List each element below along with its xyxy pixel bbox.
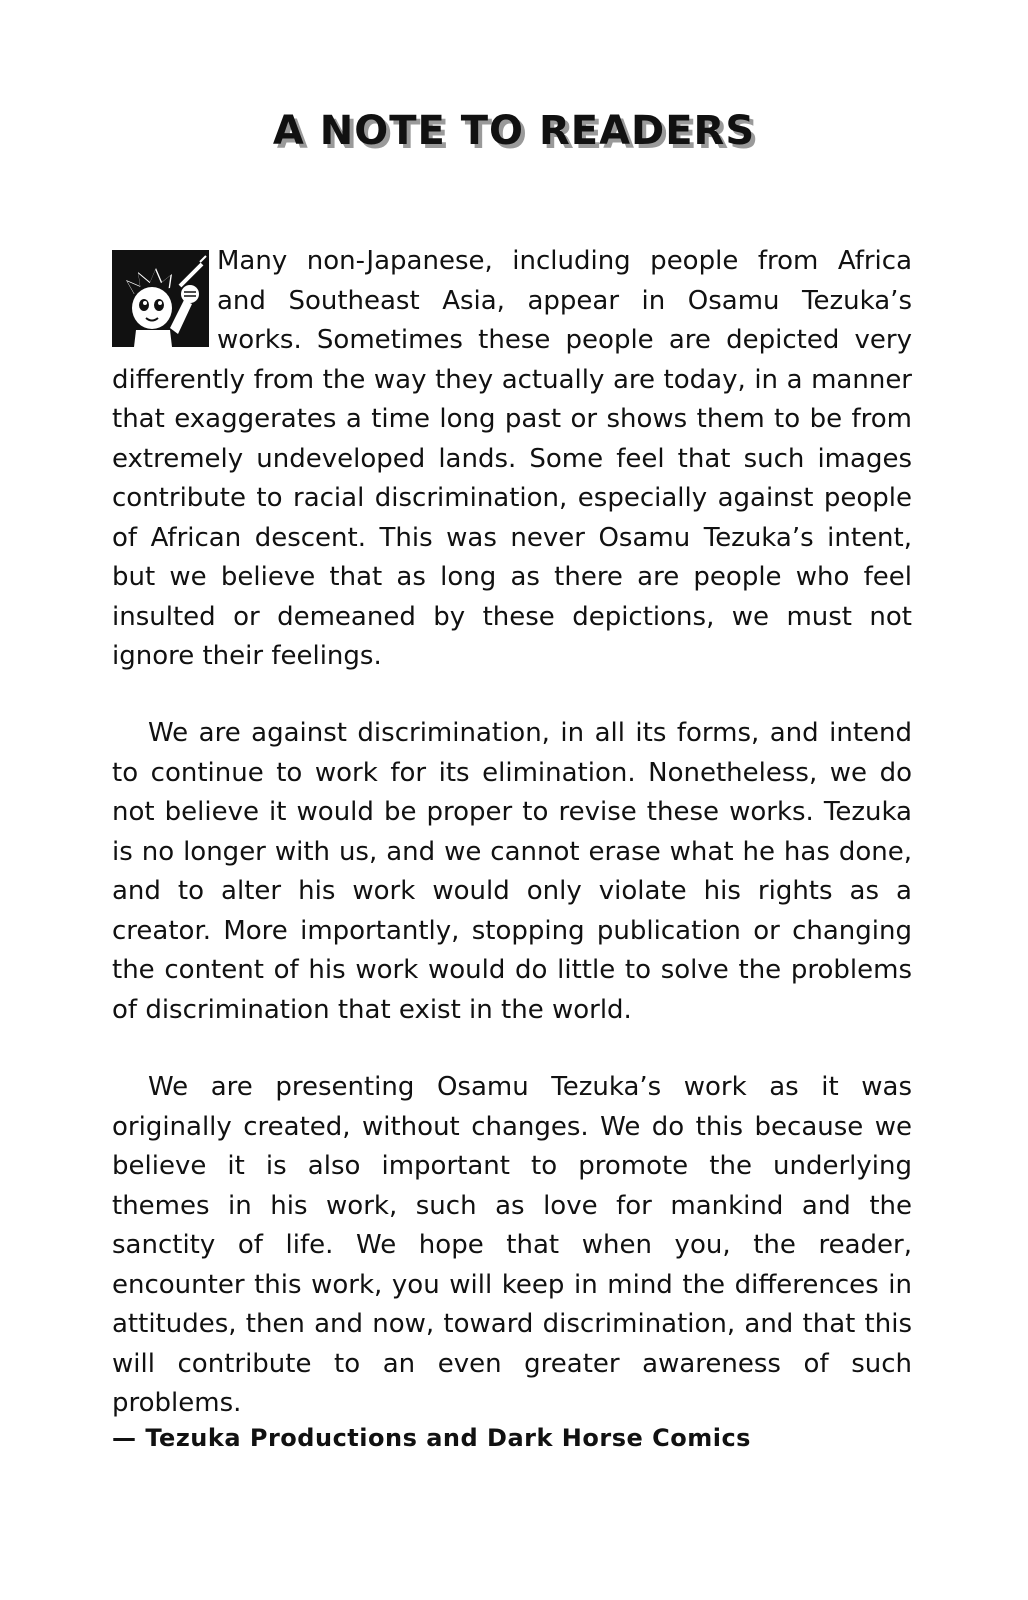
paragraph-3: We are presenting Osamu Tezuka’s work as it was originally created, without changes. We do this because we believe it is also important to promote the underlying themes in his work, such as love for mankind and the sanctity of life. We hope that when you, the reader, encounter this work, you will keep in mind the differences in attitudes, then and now, toward discrimination, and that this will contribute to an even greater awareness of such problems. [112,1072,912,1418]
astro-boy-emblem-icon [112,250,209,347]
paragraph-2: We are against discrimination, in all its forms, and intend to continue to work for its elimination. Nonetheless, we do not believe it would be proper to revise these works. Tezuka is no longer with us, and we cannot erase what he has done, and to alter his work would only violate his rights as a creator. More importantly, stopping publication or changing the content of his work would do little to solve the problems of discrimination that exist in the world. [112,718,912,1025]
paragraph-1 [112,242,912,677]
paragraph-1-text: Many non-Japanese, including people from Africa and Southeast Asia, appear in Osamu Tezuka’s works. Sometimes these people are depicted very differently from the way they actually are today, in a manner that exaggerates a time long past or shows them to be from extremely undeveloped lands. Some feel that such images contribute to racial discrimination, especially against people of African descent. This was never Osamu Tezuka’s intent, but we believe that as long as there are people who feel insulted or demeaned by these depictions, we must not ignore their feelings. [112,246,912,671]
signature: — Tezuka Productions and Dark Horse Comics [112,1424,751,1452]
page-title: A NOTE TO READERS [272,108,756,154]
